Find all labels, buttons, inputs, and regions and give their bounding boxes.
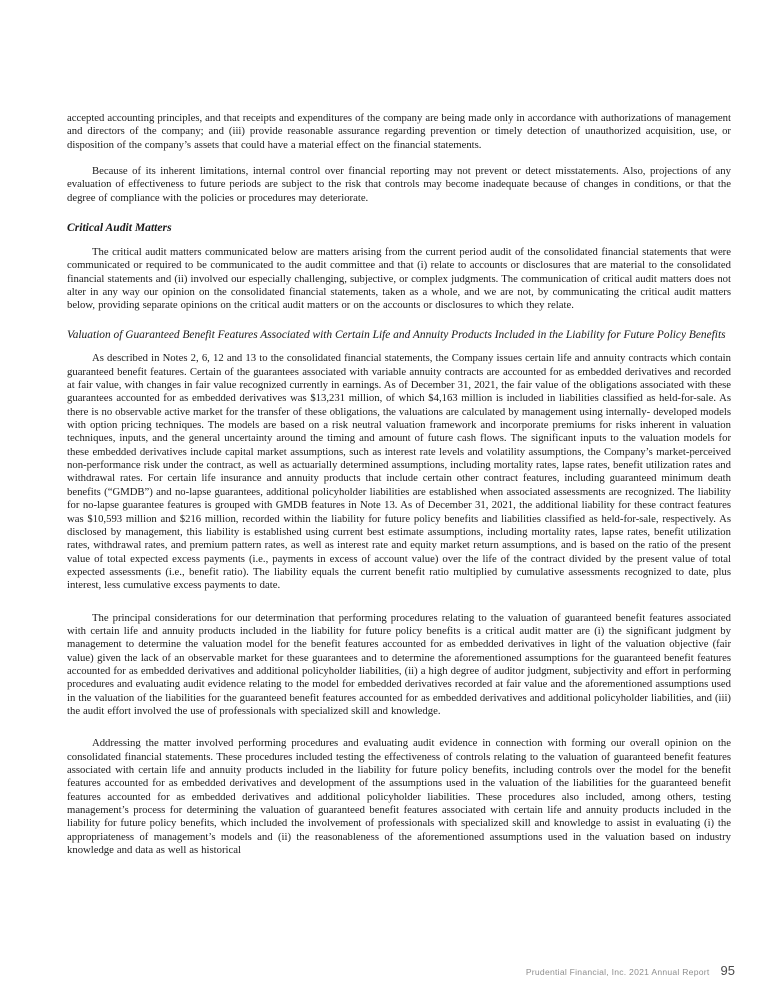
subsection-heading-valuation-guaranteed-benefits: Valuation of Guaranteed Benefit Features Associated with Certain Life and Annuity Products Included in the Liability for Future Policy Benefits	[67, 328, 726, 341]
report-title-label: Prudential Financial, Inc. 2021 Annual Report	[525, 967, 710, 977]
paragraph-addressing-the-matter: Addressing the matter involved performing procedures and evaluating audit evidence in connection with forming our overall opinion on the consolidated financial statements. These procedures included testing the effectiveness of controls relating to the valuation of guaranteed benefit features associated with certain life and annuity products included in the liability for future policy benefits, including controls over the model for the benefit features accounted for as embedded derivatives and development of the assumptions used in the valuation of the liabilities for the guaranteed benefit features accounted for as embedded derivatives and additional policyholder liabilities. These procedures also included, among others, testing management’s process for determining the valuation of guaranteed benefit features associated with certain life and annuity products included in the liability for future policy benefits, which included the involvement of professionals with specialized skill and knowledge to assist in evaluating (i) the appropriateness of management’s models and (ii) the reasonableness of the aforementioned assumptions used in the valuation based on industry knowledge and data as well as historical	[67, 737, 731, 857]
paragraph-inherent-limitations: Because of its inherent limitations, internal control over financial reporting may not prevent or detect misstatements. Also, projections of any evaluation of effectiveness to future periods are subject to the risk that controls may become inadequate because of changes in conditions, or that the degree of compliance with the policies or procedures may deteriorate.	[67, 165, 731, 204]
paragraph-valuation-description: As described in Notes 2, 6, 12 and 13 to the consolidated financial statements, the Company issues certain life and annuity contracts which contain guaranteed benefit features. Certain of the guarantees associated with variable annuity contracts are accounted for as embedded derivatives and recorded at fair value, with changes in fair value recognized currently in earnings. As of December 31, 2021, the fair value of the obligations associated with these guarantees accounted for as embedded derivatives was $13,231 million, of which $4,163 million is included in liabilities classified as held-for-sale. As there is no observable active market for the transfer of these obligations, the valuations are calculated by management using internally- developed models with option pricing techniques. The models are based on a risk neutral valuation framework and incorporate premiums for risks inherent in valuation techniques, inputs, and the general uncertainty around the timing and amount of future cash flows. The significant inputs to the valuation models for these embedded derivatives include capital market assumptions, such as interest rate levels and volatility assumptions, the Company’s market-perceived non-performance risk under the contract, as well as actuarially determined assumptions, including mortality rates, lapse rates, benefit utilization rates and withdrawal rates. For certain life insurance and annuity products that include certain other contract features, including guaranteed minimum death benefits (“GMDB”) and no-lapse guarantees, additional policyholder liabilities are established when associated assessments are recognized. The liability for no-lapse guarantee features is grouped with GMDB features in Note 13. As of December 31, 2021, the additional liability for these contract features was $10,593 million and $216 million, recorded within the liability for future policy benefits and liabilities classified as held-for-sale, respectively. As disclosed by management, this liability is established using current best estimate assumptions, including mortality rates, lapse rates, benefit utilization rates, withdrawal rates, and premium pattern rates, as well as interest rate and equity market return assumptions, and is based on the ratio of the present value of total expected excess payments (i.e., payments in excess of account value) over the life of the contract divided by the present value of total expected assessments (i.e., benefit ratio). The liability equals the current benefit ratio multiplied by cumulative assessments recognized to date, plus interest, less cumulative excess payments to date.	[67, 352, 731, 592]
section-heading-critical-audit-matters: Critical Audit Matters	[67, 221, 172, 235]
page-content	[67, 112, 731, 857]
paragraph-critical-audit-matters: The critical audit matters communicated below are matters arising from the current period audit of the consolidated financial statements that were communicated or required to be communicated to the audit committee and that (i) relate to accounts or disclosures that are material to the consolidated financial statements and (ii) involved our especially challenging, subjective, or complex judgments. The communication of critical audit matters does not alter in any way our opinion on the consolidated financial statements, taken as a whole, and we are not, by communicating the critical audit matters below, providing separate opinions on the critical audit matters or on the accounts or disclosures to which they relate.	[67, 246, 731, 312]
page-footer	[526, 963, 735, 978]
paragraph-principal-considerations: The principal considerations for our determination that performing procedures relating to the valuation of guaranteed benefit features associated with certain life and annuity products included in the liability for future policy benefits is a critical audit matter are (i) the significant judgment by management to determine the valuation model for the benefit features accounted for as embedded derivatives in light of the valuation objective (fair value) given the lack of an observable market for these guarantees and to determine the aforementioned assumptions for the guaranteed benefit features accounted for as embedded derivatives and additional policyholder liabilities, (ii) a high degree of auditor judgment, subjectivity and effort in performing procedures and evaluating audit evidence relating to the model for embedded derivatives recorded at fair value and the aforementioned assumptions used in the valuation of the liabilities for the guaranteed benefit features accounted for as embedded derivatives and additional policyholder liabilities, and (iii) the audit effort involved the use of professionals with specialized skill and knowledge.	[67, 611, 731, 717]
paragraph-intro-continuation: accepted accounting principles, and that receipts and expenditures of the company are being made only in accordance with authorizations of management and directors of the company; and (iii) provide reasonable assurance regarding prevention or timely detection of unauthorized acquisition, use, or disposition of the company’s assets that could have a material effect on the financial statements.	[67, 112, 731, 151]
page-number: 95	[720, 963, 735, 978]
